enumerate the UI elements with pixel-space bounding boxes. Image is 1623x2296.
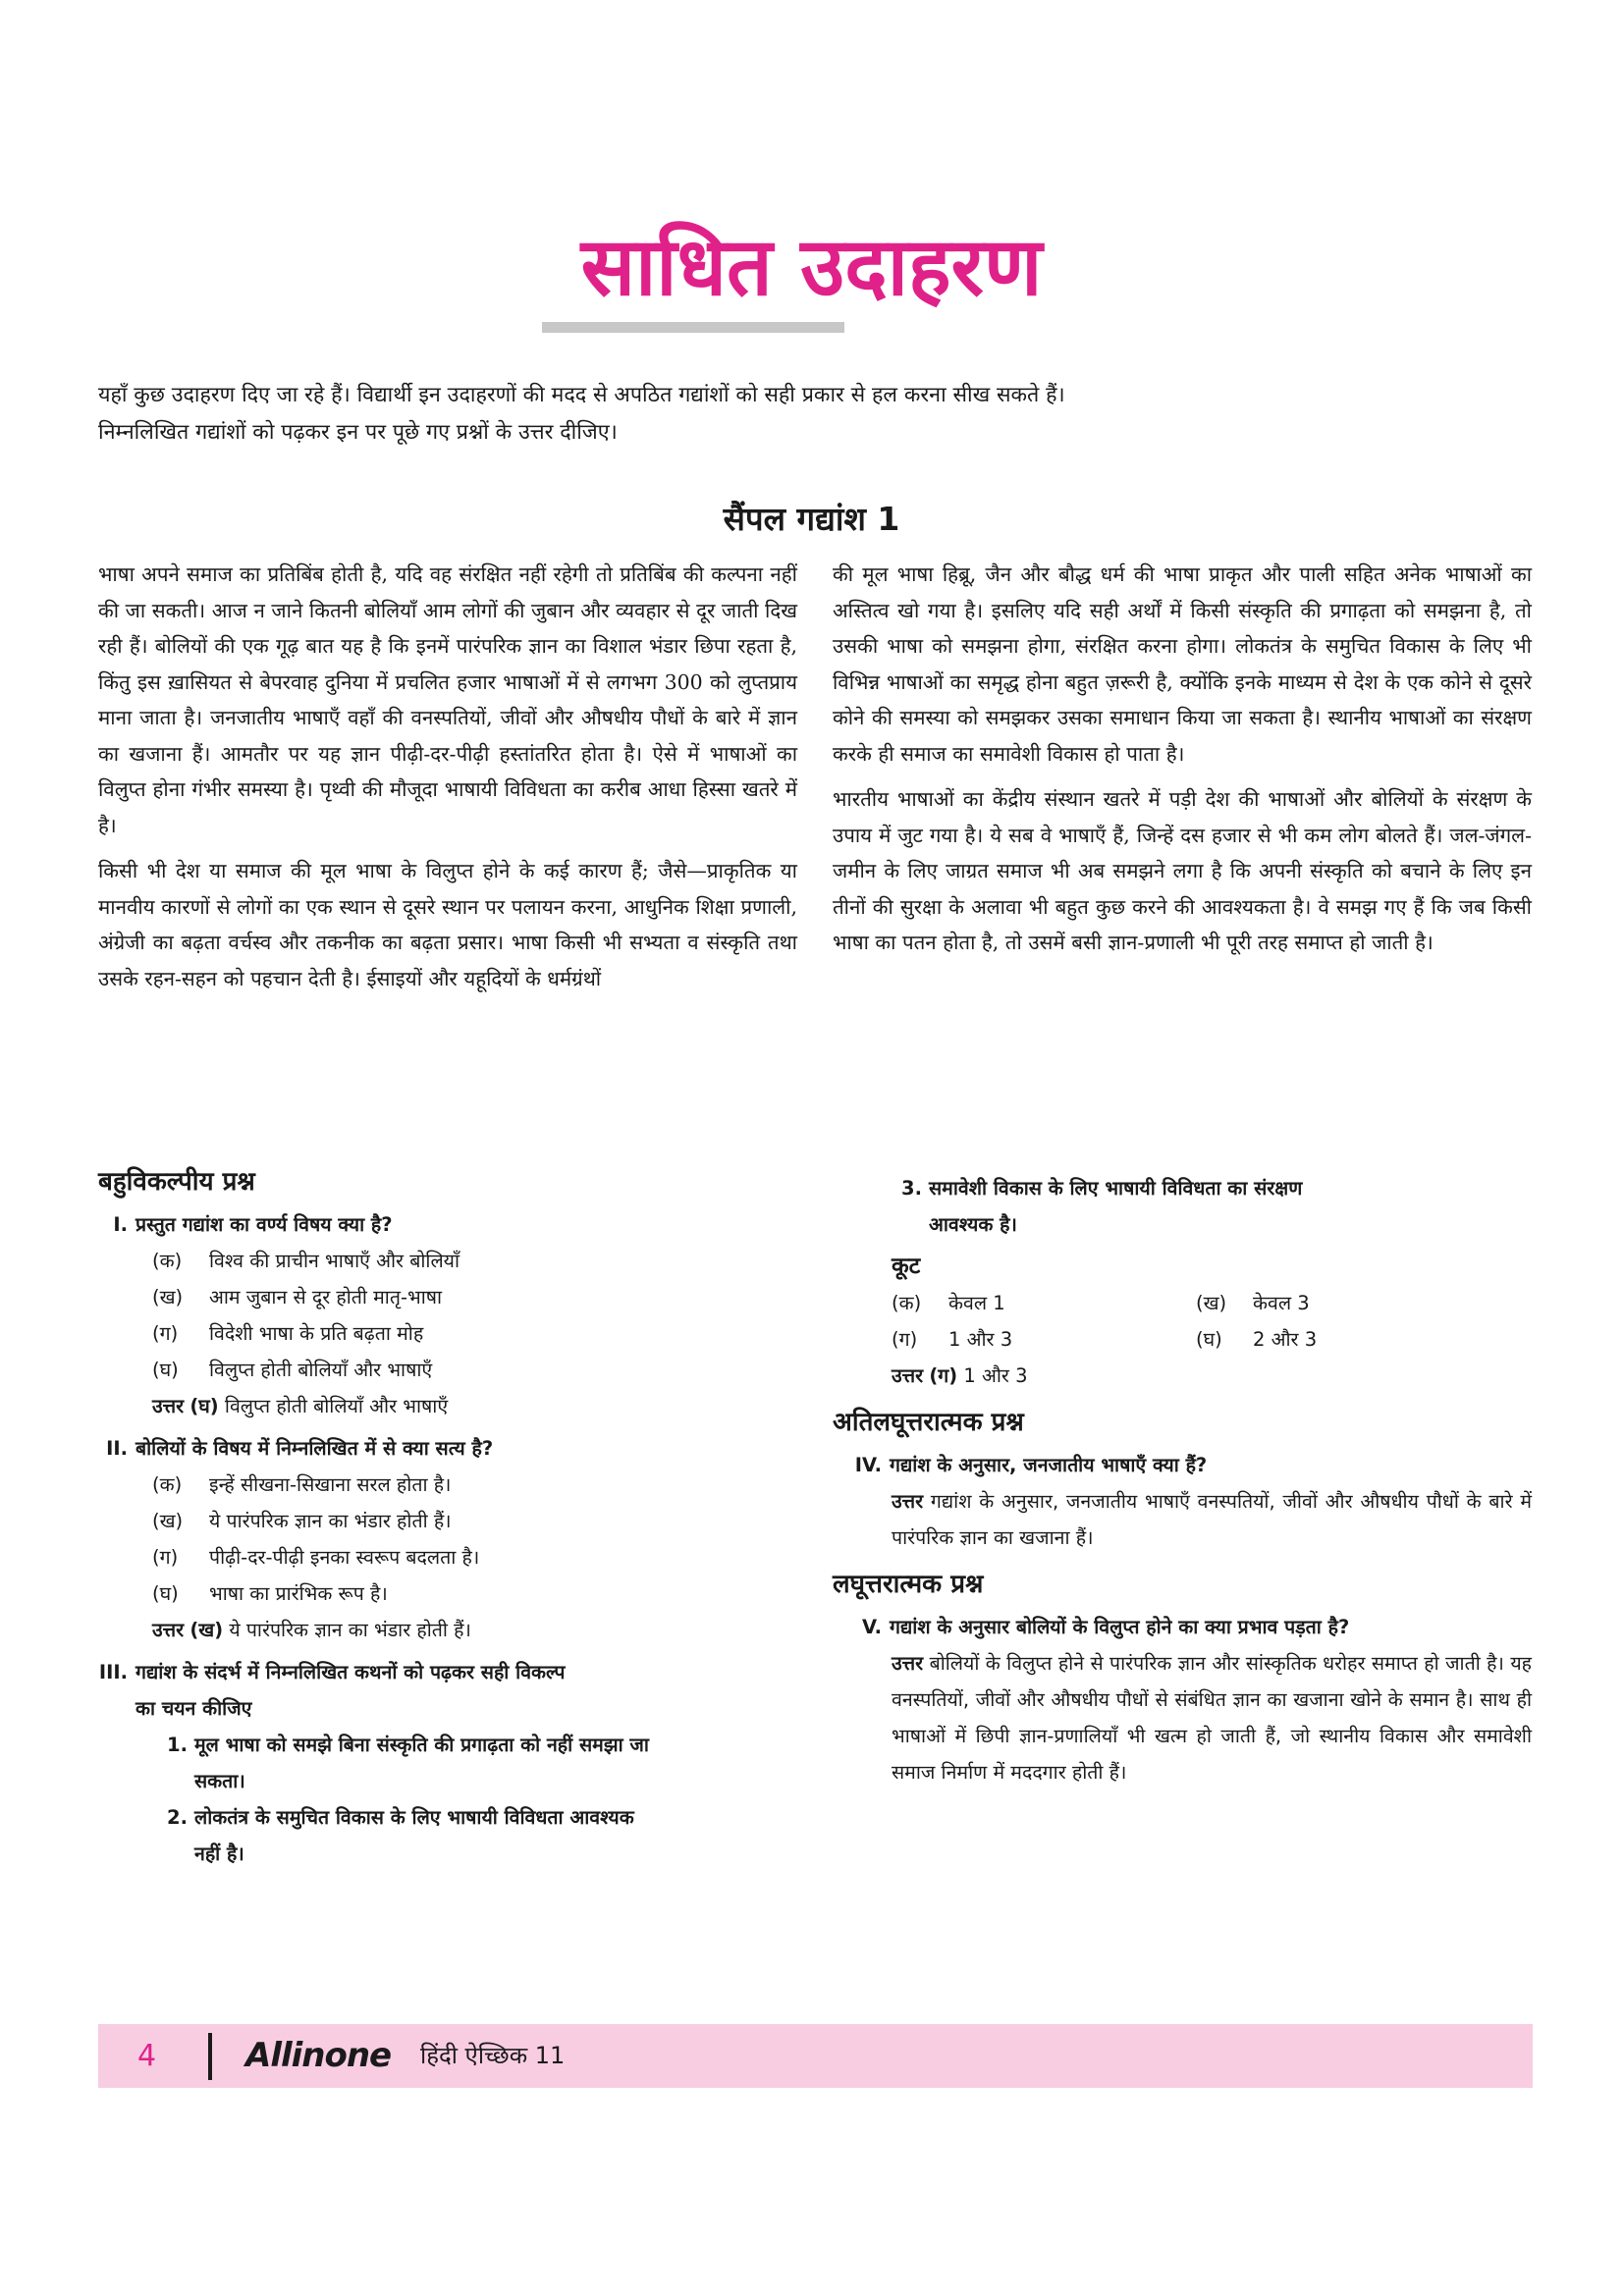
question-number: IV. [854,1454,882,1476]
intro-line-2: निम्नलिखित गद्यांशों को पढ़कर इन पर पूछे गए प्रश्नों के उत्तर दीजिए। [98,420,618,445]
option-key: (ख) [152,1510,184,1532]
answer-key: (घ) [189,1395,219,1417]
passage-paragraph: भाषा अपने समाज का प्रतिबिंब होती है, यदि वह संरक्षित नहीं रहेगी तो प्रतिबिंब की कल्पना नहीं की जा सकती। आज न जाने कितनी बोलियाँ आम लोगों की जुबान और व्यवहार से दूर जाती दिख रही हैं। बोलियों की एक गूढ़ बात यह है कि इनमें पारंपरिक ज्ञान का विशाल भंडार छिपा रहता है, किंतु इस ख़ासियत से बेपरवाह दुनिया में प्रचलित हजार भाषाओं में से लगभग 300 को लुप्तप्राय माना जाता है। जनजातीय भाषाएँ वहाँ की वनस्पतियों, जीवों और औषधीय पौधों के बारे में ज्ञान का खजाना हैं। आमतौर पर यह ज्ञान पीढ़ी-दर-पीढ़ी हस्तांतरित होता है। ऐसे में भाषाओं का विलुप्त होना गंभीर समस्या है। पृथ्वी की मौजूदा भाषायी विविधता का करीब आधा हिस्सा खतरे में है। [98,562,797,837]
statement-number: 3. [901,1177,922,1200]
option-text: ये पारंपरिक ज्ञान का भंडार होती हैं। [209,1510,452,1532]
option-text: इन्हें सीखना-सिखाना सरल होता है। [209,1473,452,1496]
kut-option [892,1285,1196,1321]
option-key: (ग) [152,1546,179,1569]
brand-logo: Allinone [245,2036,392,2075]
short-heading: लघूत्तरात्मक प्रश्न [833,1570,984,1599]
kut-label: कूट [892,1254,921,1279]
kut-option [1196,1285,1490,1321]
questions-column-left [98,1163,815,1872]
option-text: भाषा का प्रारंभिक रूप है। [209,1582,388,1605]
title-underline [542,322,844,333]
question-text: प्रस्तुत गद्यांश का वर्ण्य विषय क्या है? [135,1213,393,1236]
option-text: आम जुबान से दूर होती मातृ-भाषा [209,1286,443,1308]
option [98,1243,815,1279]
option-text: 1 और 3 [948,1328,1013,1351]
option-key: (क) [152,1250,183,1272]
answer-text: ये पारंपरिक ज्ञान का भंडार होती हैं। [229,1619,471,1641]
statement [98,1727,815,1799]
option-text: विलुप्त होती बोलियाँ और भाषाएँ [209,1359,433,1381]
option-key: (घ) [152,1359,179,1381]
intro-text [98,377,1534,452]
option [98,1352,815,1388]
option-key: (ख) [1196,1292,1227,1314]
option-key: (ग) [892,1328,918,1351]
option-text: 2 और 3 [1253,1328,1318,1351]
answer [98,1612,815,1648]
page-number: 4 [137,2039,157,2073]
option-text: विदेशी भाषा के प्रति बढ़ता मोह [209,1322,424,1345]
option-key: (क) [892,1292,922,1314]
statement-number: 1. [167,1734,188,1756]
question-1 [98,1206,815,1243]
answer [833,1483,1532,1556]
kut-option [1196,1321,1490,1358]
option [98,1467,815,1503]
option-text: विश्व की प्राचीन भाषाएँ और बोलियाँ [209,1250,460,1272]
question-text: गद्यांश के अनुसार, जनजातीय भाषाएँ क्या हैं? [890,1454,1208,1476]
question-4 [833,1447,1532,1483]
option [98,1575,815,1612]
question-text: गद्यांश के अनुसार बोलियों के विलुप्त होने का क्या प्रभाव पड़ता है? [890,1616,1350,1638]
statement-text-continued: नहीं है। [194,1842,244,1865]
statement [98,1799,815,1872]
option-key: (ग) [152,1322,179,1345]
option [98,1503,815,1539]
mcq-heading: बहुविकल्पीय प्रश्न [98,1167,255,1197]
statement-text: लोकतंत्र के समुचित विकास के लिए भाषायी विविधता आवश्यक [194,1806,634,1829]
questions-column-right [833,1170,1532,1790]
book-subject: हिंदी ऐच्छिक 11 [420,2042,566,2069]
option-key: (घ) [152,1582,179,1605]
option [98,1539,815,1575]
passage-paragraph: की मूल भाषा हिब्रू, जैन और बौद्ध धर्म की भाषा प्राकृत और पाली सहित अनेक भाषाओं का अस्तित्व खो गया है। इसलिए यदि सही अर्थों में किसी संस्कृति की प्रगाढ़ता को समझना है, तो उसकी भाषा को समझना होगा, संरक्षित करना होगा। लोकतंत्र के समुचित विकास के लिए भी विभिन्न भाषाओं का समृद्ध होना बहुत ज़रूरी है, क्योंकि इनके माध्यम से देश के एक कोने से दूसरे कोने की समस्या को समझकर उसका समाधान किया जा सकता है। स्थानीय भाषाओं का संरक्षण करके ही समाज का समावेशी विकास हो पाता है। [833,562,1532,766]
option [98,1315,815,1352]
statement-text: समावेशी विकास के लिए भाषायी विविधता का संरक्षण [929,1177,1303,1200]
footer-divider [208,2033,212,2080]
question-3 [98,1654,815,1727]
intro-line-1: यहाँ कुछ उदाहरण दिए जा रहे हैं। विद्यार्थी इन उदाहरणों की मदद से अपठित गद्यांशों को सही प्रकार से हल करना सीख सकते हैं। [98,383,1065,407]
statement-text-continued: सकता। [194,1770,245,1792]
statement-text: मूल भाषा को समझे बिना संस्कृति की प्रगाढ़ता को नहीं समझा जा [194,1734,649,1756]
option-key: (ख) [152,1286,184,1308]
question-number: II. [106,1437,128,1460]
passage-column-right [833,557,1532,971]
passage-paragraph: किसी भी देश या समाज की मूल भाषा के विलुप्त होने के कई कारण हैं; जैसे—प्राकृतिक या मानवीय कारणों से लोगों का एक स्थान से दूसरे स्थान पर पलायन करना, आधुनिक शिक्षा प्रणाली, अंग्रेजी का बढ़ता वर्चस्व और तकनीक का बढ़ता प्रसार। भाषा किसी भी सभ्यता व संस्कृति तथा उसके रहन-सहन को पहचान देती है। ईसाइयों और यहूदियों के धर्मग्रंथों [98,859,797,990]
option-text: केवल 3 [1253,1292,1310,1314]
question-number: I. [113,1213,128,1236]
answer-label: उत्तर [892,1364,924,1387]
answer [833,1645,1532,1790]
answer-text: 1 और 3 [963,1364,1028,1387]
answer-label: उत्तर [152,1619,185,1641]
question-number: III. [98,1661,128,1683]
passage-heading: सैंपल गद्यांश 1 [723,500,900,538]
answer-text: बोलियों के विलुप्त होने से पारंपरिक ज्ञान और सांस्कृतिक धरोहर समाप्त हो जाती है। यह वनस्पतियों, जीवों और औषधीय पौधों से संबंधित ज्ञान का खजाना खोने के समान है। साथ ही भाषाओं में छिपी ज्ञान-प्रणालियाँ भी खत्म हो जाती हैं, जो स्थानीय विकास और समावेशी समाज निर्माण में मददगार होती हैं। [892,1652,1532,1784]
page-title: साधित उदाहरण [580,221,1043,314]
statement-text-continued: आवश्यक है। [929,1213,1017,1236]
answer [98,1388,815,1424]
kut-options [833,1285,1532,1358]
question-number: V. [862,1616,882,1638]
question-text: गद्यांश के संदर्भ में निम्नलिखित कथनों को पढ़कर सही विकल्प [135,1661,566,1683]
option-key: (घ) [1196,1328,1222,1351]
question-2 [98,1430,815,1467]
answer-key: (ख) [189,1619,224,1641]
statement [833,1170,1532,1243]
question-text-continued: का चयन कीजिए [135,1697,252,1720]
option-text: केवल 1 [948,1292,1005,1314]
question-text: बोलियों के विषय में निम्नलिखित में से क्या सत्य है? [135,1437,494,1460]
answer-label: उत्तर [152,1395,185,1417]
option-key: (क) [152,1473,183,1496]
passage-column-left [98,557,797,1006]
answer-text: विलुप्त होती बोलियाँ और भाषाएँ [224,1395,449,1417]
answer [833,1358,1532,1394]
statement-number: 2. [167,1806,188,1829]
kut-option [892,1321,1196,1358]
answer-label: उत्तर [892,1652,924,1675]
option-text: पीढ़ी-दर-पीढ़ी इनका स्वरूप बदलता है। [209,1546,480,1569]
passage-paragraph: भारतीय भाषाओं का केंद्रीय संस्थान खतरे में पड़ी देश की भाषाओं और बोलियों के संरक्षण के उपाय में जुट गया है। ये सब वे भाषाएँ हैं, जिन्हें दस हजार से भी कम लोग बोलते हैं। जल-जंगल-जमीन के लिए जाग्रत समाज भी अब समझने लगा है कि अपनी संस्कृति को बचाने के लिए इन तीनों की सुरक्षा के अलावा भी बहुत कुछ करने की आवश्यकता है। वे समझ गए हैं कि जब किसी भाषा का पतन होता है, तो उसमें बसी ज्ञान-प्रणाली भी पूरी तरह समाप्त हो जाती है। [833,787,1532,954]
very-short-heading: अतिलघूत्तरात्मक प्रश्न [833,1408,1024,1437]
answer-text: गद्यांश के अनुसार, जनजातीय भाषाएँ वनस्पतियों, जीवों और औषधीय पौधों के बारे में पारंपरिक ज्ञान का खजाना हैं। [892,1490,1532,1549]
answer-label: उत्तर [892,1490,924,1513]
question-5 [833,1609,1532,1645]
answer-key: (ग) [929,1364,958,1387]
option [98,1279,815,1315]
